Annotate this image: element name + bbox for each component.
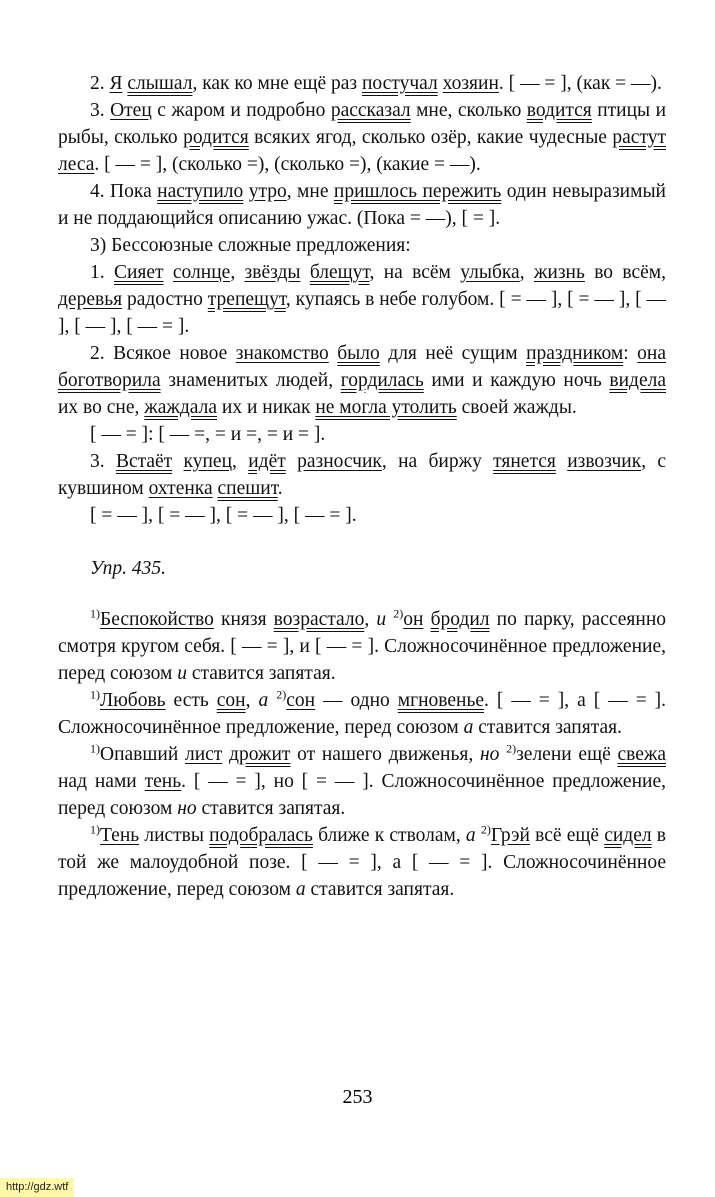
subject: хозяин [442,73,499,94]
conjunction: и [177,663,187,684]
conjunction: а [295,879,306,900]
subject: Отец [110,100,152,121]
text: их во сне, [58,397,145,418]
subject: звёзды [244,262,301,283]
subject: улыбка [460,262,520,283]
text [286,451,297,472]
text: Опавший [100,744,185,765]
text: листвы [139,825,210,846]
predicate: растут [612,127,666,148]
text [423,609,430,630]
subject: леса [58,154,95,175]
text: 1. [90,262,114,283]
watermark-link[interactable]: http://gdz.wtf [0,1178,74,1197]
subject: солнце [172,262,231,283]
part-marker: 1) [90,741,100,756]
conjunction: а [258,690,269,711]
bsp-sentence-2 [58,340,666,421]
predicate: наступило [157,181,244,202]
text: по парку, рассеянно смотря кругом себя. [ — = ], и [ — = ]. Сложносочинённое предложение, перед союзом [58,609,667,684]
exercise-item-4 [58,822,666,903]
text: 3. [90,100,111,121]
text: , [245,690,259,711]
predicate: рассказал [330,100,411,121]
text: — одно [315,690,398,711]
predicate: Сияет [113,262,164,283]
predicate: сидел [604,825,652,846]
subject: знакомство [235,343,329,364]
predicate: постучал [361,73,438,94]
predicate: гордилась [340,370,424,391]
predicate: свежа [617,744,666,765]
text: , [519,262,534,283]
text [172,451,183,472]
predicate: тянется [493,451,556,472]
predicate: родится [183,127,249,148]
text: . [ — = ], но [ = — ]. Сложносочинённое предложение, перед союзом [58,771,666,819]
subject: разносчик [297,451,382,472]
text: князя [213,609,274,630]
part-marker: 1) [90,822,100,837]
predicate: видела [609,370,666,391]
sentence-scheme: [ — = ]: [ — =, = и =, = и = ]. [90,424,326,445]
predicate: блещут [309,262,370,283]
predicate: Встаёт [115,451,173,472]
text: для неё сущим [379,343,527,364]
bsp-sentence-1 [58,259,666,340]
predicate: бродил [430,609,490,630]
predicate: слышал [127,73,193,94]
text: их и никак [217,397,316,418]
text: во всём, [584,262,666,283]
predicate: не могла утолить [315,397,457,418]
text: ставится запятая. [305,879,455,900]
subject: Беспокойство [100,609,214,630]
textbook-page [58,70,666,903]
text: , с кувшином [58,451,667,499]
text [164,262,173,283]
subject: он [403,609,424,630]
subject: охтенка [148,478,213,499]
text: : [623,343,638,364]
text: один невыразимый и не поддающийся описанию ужас. (Пока = —), [ = ]. [58,181,666,229]
subject: утро [248,181,287,202]
subject: деревья [58,289,123,310]
sentence-4 [58,178,666,232]
text: зелени ещё [516,744,618,765]
exercise-item-2 [58,687,666,741]
text: 2. Всякое новое [90,343,236,364]
part-marker: 2) [393,606,404,621]
text: . [ — = ], (как = —). [498,73,662,94]
text [268,690,276,711]
part-marker: 2) [506,741,517,756]
conjunction: а [465,825,476,846]
text: ставится запятая. [473,717,622,738]
subject: тень [144,771,182,792]
conjunction: и [376,609,387,630]
section-heading: 3) Бессоюзные сложные предложения: [90,235,411,256]
text: над нами [58,771,145,792]
part-marker: 2) [480,822,491,837]
conjunction: но [479,744,500,765]
text [300,262,309,283]
text: ставится запятая. [186,663,336,684]
subject: она [637,343,667,364]
exercise-item-1 [58,606,666,687]
predicate: идёт [248,451,286,472]
predicate: жаждала [144,397,218,418]
subject: Я [109,73,123,94]
text: всяких ягод, сколько озёр, какие чудесные [248,127,613,148]
text: . [ — = ], а [ — = ]. Сложносочинённое предложение, перед союзом [58,690,667,738]
text [556,451,567,472]
text: всё ещё [529,825,605,846]
predicate: боготворила [58,370,161,391]
text: , мне [286,181,334,202]
exercise-title: Упр. 435. [90,558,166,579]
text: , [364,609,377,630]
predicate: пришлось пережить [333,181,502,202]
part-marker: 1) [90,687,100,702]
text: . [ — = ], (сколько =), (сколько =), (какие = —). [94,154,481,175]
subject: Любовь [100,690,166,711]
text: ими и каждую ночь [423,370,610,391]
predicate: водится [526,100,592,121]
predicate: трепещут [207,289,286,310]
conjunction: но [177,798,197,819]
bsp-sentence-3 [58,448,666,502]
text: ставится запятая. [196,798,346,819]
page-number: 253 [342,1086,373,1108]
text [329,343,338,364]
subject: лист [184,744,223,765]
text: , на всём [369,262,461,283]
text: птицы и рыбы, сколько [58,100,667,148]
predicate: возрастало [273,609,365,630]
text: есть [165,690,217,711]
text: своей жажды. [456,397,577,418]
text: . [277,478,283,499]
text: , [230,262,245,283]
text: в той же малоудобной позе. [ — = ], а [ — = ]. Сложносочинённое предложение, перед союзом [58,825,667,900]
text: ближе к стволам, [312,825,466,846]
subject: жизнь [533,262,585,283]
text: 4. Пока [90,181,158,202]
subject: сон [286,690,316,711]
text: знаменитых людей, [160,370,341,391]
text: 3. [90,451,116,472]
sentence-2 [58,70,666,97]
predicate: праздником [526,343,624,364]
subject: Тень [100,825,140,846]
text: 2. [90,73,110,94]
text: , купаясь в небе голубом. [ = — ], [ = — ], [ — ], [ — ], [ — = ]. [58,289,666,337]
predicate: было [337,343,380,364]
text: мне, сколько [410,100,527,121]
subject: Грэй [490,825,530,846]
part-marker: 1) [90,606,100,621]
subject: извозчик [567,451,642,472]
text: с жаром и подробно [151,100,331,121]
subject: купец [183,451,233,472]
conjunction: а [463,717,474,738]
predicate: подобралась [209,825,313,846]
text: , [232,451,249,472]
predicate: сон [216,690,246,711]
exercise-item-3 [58,741,666,822]
text: радостно [122,289,208,310]
text: , как ко мне ещё раз [192,73,362,94]
text: от нашего движенья, [290,744,480,765]
predicate: дрожит [229,744,291,765]
sentence-3 [58,97,666,178]
predicate: мгновенье [397,690,485,711]
text: , на биржу [381,451,494,472]
sentence-scheme: [ = — ], [ = — ], [ = — ], [ — = ]. [90,505,357,526]
predicate: спешит [217,478,278,499]
part-marker: 2) [276,687,287,702]
